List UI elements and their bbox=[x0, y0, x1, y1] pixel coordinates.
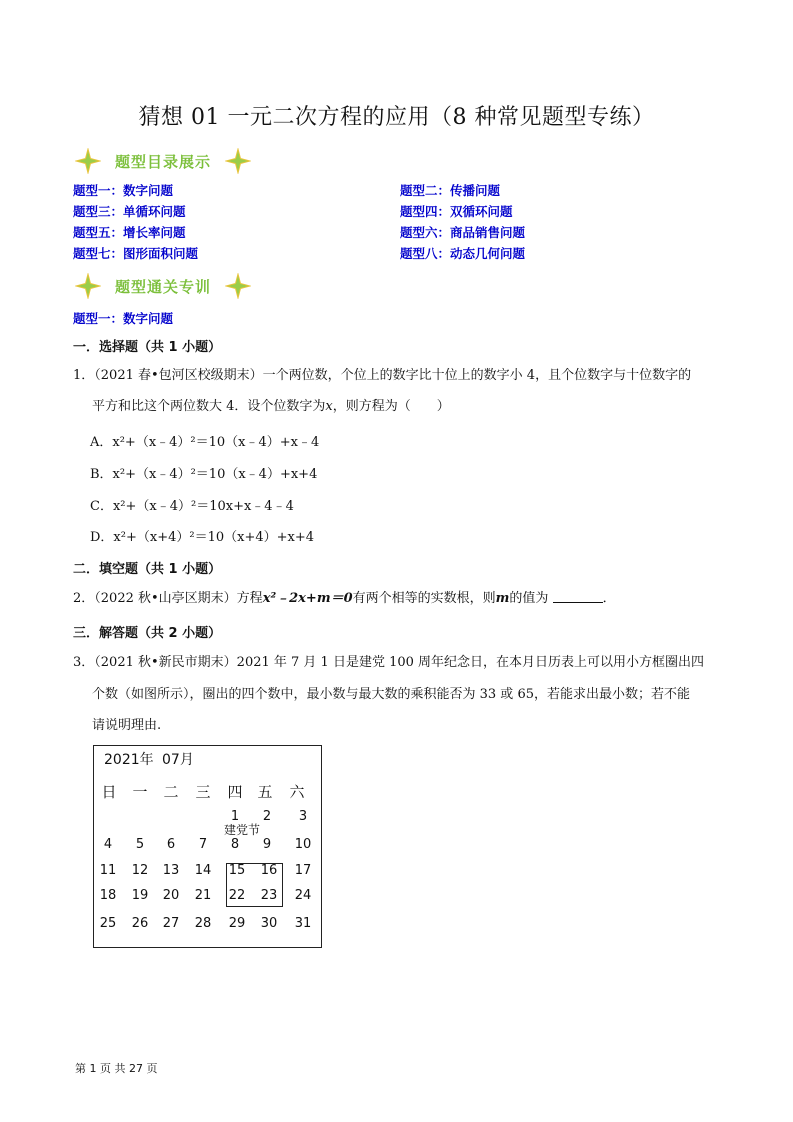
sparkle-star-icon bbox=[225, 148, 251, 174]
toc-banner-label: 题型目录展示 bbox=[115, 152, 212, 171]
option-b[interactable] bbox=[90, 463, 317, 482]
toc-link-4[interactable]: 题型四：双循环问题 bbox=[400, 204, 513, 219]
calendar-day: 30 bbox=[260, 916, 278, 931]
weekday-label: 一 bbox=[132, 783, 148, 801]
option-c-text: C．x²+（x﹣4）²＝10x+x﹣4﹣4 bbox=[90, 499, 294, 514]
calendar-day: 19 bbox=[131, 888, 149, 903]
calendar-day: 21 bbox=[194, 888, 212, 903]
weekday-label: 六 bbox=[289, 783, 305, 801]
calendar-month: 07月 bbox=[162, 752, 194, 768]
question-text: 2021 年 7 月 1 日是建党 100 周年纪念日，在本月日历表上可以用小方框圈出四 bbox=[236, 655, 705, 670]
question-text: 有两个相等的实数根，则 bbox=[352, 591, 496, 606]
calendar-day: 14 bbox=[194, 863, 212, 878]
holiday-note: 建党节 bbox=[223, 823, 260, 837]
question-number: 2． bbox=[73, 591, 95, 606]
calendar-day: 22 bbox=[228, 888, 246, 903]
calendar-day: 4 bbox=[103, 837, 113, 852]
section-heading: 题型一：数字问题 bbox=[73, 311, 174, 326]
option-a-text: A．x²+（x﹣4）²＝10（x﹣4）+x﹣4 bbox=[90, 435, 320, 450]
toc-link-8[interactable]: 题型八：动态几何问题 bbox=[400, 246, 526, 261]
question-number: 3． bbox=[73, 655, 95, 670]
calendar-day: 27 bbox=[162, 916, 180, 931]
option-c[interactable] bbox=[90, 495, 294, 514]
question-text: 方程 bbox=[236, 591, 263, 606]
calendar-day: 6 bbox=[166, 837, 176, 852]
option-d[interactable] bbox=[90, 526, 314, 545]
question-3-line3: 请说明理由. bbox=[92, 718, 162, 733]
toc-link-5[interactable]: 题型五：增长率问题 bbox=[73, 225, 186, 240]
question-source: （2021 春•包河区校级期末） bbox=[94, 368, 263, 383]
toc-banner bbox=[75, 148, 251, 174]
calendar-day: 23 bbox=[260, 888, 278, 903]
variable: x bbox=[325, 399, 333, 414]
weekday-label: 四 bbox=[227, 783, 243, 801]
toc-link-1[interactable]: 题型一：数字问题 bbox=[73, 183, 174, 198]
calendar-day: 13 bbox=[162, 863, 180, 878]
weekday-label: 三 bbox=[195, 783, 211, 801]
calendar-day: 5 bbox=[135, 837, 145, 852]
highlight-square bbox=[226, 863, 283, 907]
question-1-line1 bbox=[73, 367, 691, 385]
calendar-day: 26 bbox=[131, 916, 149, 931]
calendar-day: 31 bbox=[294, 916, 312, 931]
calendar-day: 11 bbox=[99, 863, 117, 878]
question-3-line1 bbox=[73, 654, 704, 672]
calendar-year: 2021年 bbox=[104, 752, 154, 768]
calendar-day: 8 bbox=[230, 837, 240, 852]
option-b-text: B．x²+（x﹣4）²＝10（x﹣4）+x+4 bbox=[90, 467, 318, 482]
calendar-day: 15 bbox=[228, 863, 246, 878]
question-text: 的值为 bbox=[509, 591, 549, 606]
training-banner-label: 题型通关专训 bbox=[115, 277, 212, 296]
calendar-day: 18 bbox=[99, 888, 117, 903]
question-source: （2022 秋•山亭区期末） bbox=[94, 591, 237, 606]
calendar-day: 16 bbox=[260, 863, 278, 878]
calendar-day: 29 bbox=[228, 916, 246, 931]
weekday-label: 日 bbox=[101, 783, 117, 801]
part3-heading: 三．解答题（共 2 小题） bbox=[73, 626, 222, 641]
training-banner bbox=[75, 273, 251, 299]
question-source: （2021 秋•新民市期末） bbox=[94, 655, 237, 670]
calendar-day: 7 bbox=[198, 837, 208, 852]
weekday-label: 五 bbox=[257, 783, 273, 801]
question-end: ． bbox=[602, 591, 616, 606]
sparkle-star-icon bbox=[75, 148, 101, 174]
question-1-line2 bbox=[92, 398, 450, 416]
question-text: ，则方程为（ ） bbox=[332, 399, 450, 414]
calendar-day: 25 bbox=[99, 916, 117, 931]
variable: m bbox=[495, 591, 510, 606]
toc-link-7[interactable]: 题型七：图形面积问题 bbox=[73, 246, 199, 261]
question-text: 一个两位数，个位上的数字比十位上的数字小 4，且个位数字与十位数字的 bbox=[262, 368, 692, 383]
calendar-day: 1 bbox=[230, 809, 240, 824]
calendar-day: 24 bbox=[294, 888, 312, 903]
toc-link-6[interactable]: 题型六：商品销售问题 bbox=[400, 225, 526, 240]
calendar-day: 20 bbox=[162, 888, 180, 903]
question-number: 1． bbox=[73, 368, 95, 383]
page-footer: 第 1 页 共 27 页 bbox=[75, 1062, 158, 1075]
option-d-text: D．x²+（x+4）²＝10（x+4）+x+4 bbox=[90, 530, 314, 545]
part2-heading: 二．填空题（共 1 小题） bbox=[73, 562, 222, 577]
sparkle-star-icon bbox=[75, 273, 101, 299]
calendar-day: 9 bbox=[262, 837, 272, 852]
sparkle-star-icon bbox=[225, 273, 251, 299]
calendar-day: 28 bbox=[194, 916, 212, 931]
calendar-figure bbox=[93, 745, 322, 948]
toc-link-3[interactable]: 题型三：单循环问题 bbox=[73, 204, 186, 219]
calendar-day: 12 bbox=[131, 863, 149, 878]
question-2 bbox=[73, 590, 616, 608]
weekday-label: 二 bbox=[163, 783, 179, 801]
question-text: 平方和比这个两位数大 4．设个位数字为 bbox=[92, 399, 326, 414]
toc-link-2[interactable]: 题型二：传播问题 bbox=[400, 183, 501, 198]
question-3-line2: 个数（如图所示），圈出的四个数中，最小数与最大数的乘积能否为 33 或 65，若能求出最小数；若不能 bbox=[92, 687, 690, 702]
page-title: 猜想 01 一元二次方程的应用（8 种常见题型专练） bbox=[138, 105, 655, 130]
part1-heading: 一．选择题（共 1 小题） bbox=[73, 340, 222, 355]
option-a[interactable] bbox=[90, 431, 319, 450]
calendar-day: 2 bbox=[262, 809, 272, 824]
answer-blank[interactable] bbox=[553, 590, 603, 603]
equation: x²﹣2x+m＝0 bbox=[262, 591, 353, 606]
calendar-day: 3 bbox=[298, 809, 308, 824]
calendar-day: 17 bbox=[294, 863, 312, 878]
calendar-day: 10 bbox=[294, 837, 312, 852]
